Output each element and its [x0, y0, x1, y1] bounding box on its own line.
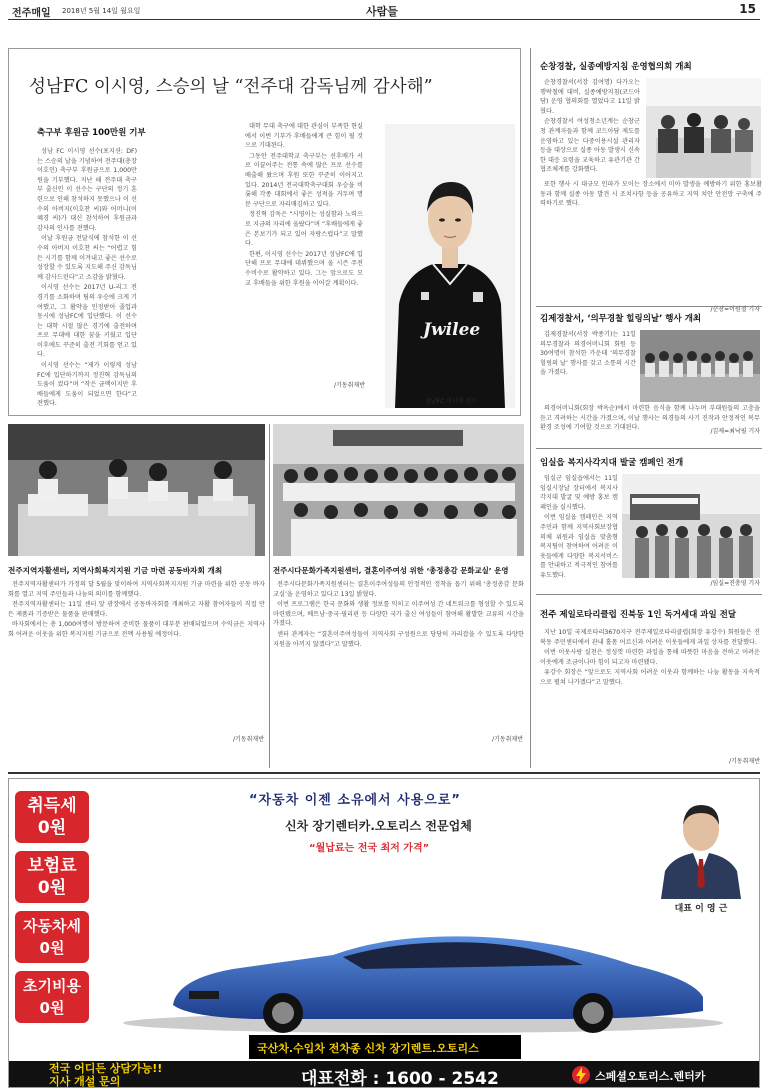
left-promo: 전국 어디든 상담가능!! 지사 개설 문의 [49, 1062, 163, 1088]
paper-name: 전주매일 [12, 8, 51, 19]
side2-body [540, 330, 636, 402]
ad-band [249, 1035, 521, 1059]
side2-body-wide [540, 404, 760, 442]
ceo-illustration [653, 789, 749, 899]
side1-credit: /순창=이원철 기자 [710, 306, 760, 313]
side-story-4 [536, 596, 762, 766]
paragraph: 순창경찰서(서장 김여명) 다가오는 행락철에 대비, 실종예방지침(코드아담) 운영 협의회를 열었다고 11일 밝혔다. [540, 79, 640, 115]
player-photo [385, 124, 515, 408]
ceo-portrait [653, 789, 749, 913]
bazaar-illustration [8, 424, 265, 556]
ad-bottom-bar [9, 1061, 760, 1088]
car-lease-ad [8, 778, 760, 1088]
story-right-credit: /기동취재반 [491, 736, 523, 743]
side3-photo [622, 474, 760, 578]
section-title: 사람들 [366, 5, 398, 18]
main-story [8, 48, 521, 416]
paragraph: 이번 프로그램은 한국 문화와 생활 정보를 익히고 이주여성 간 네트워크를 형성할 수 있도록 마련됐으며, 베트남·중국·필리핀 등 다양한 국가 출신 여성들이 참여해 활발한 교류의 시간을 가졌다. [273, 601, 524, 628]
culture-class-illustration [273, 424, 524, 556]
photo-caption: 성남FC 이시영 선수 [425, 398, 478, 405]
side-story-2 [536, 308, 762, 438]
paragraph: 임실군 임실읍에서는 11일 임실시장날 장터에서 복지사각지대 발굴 및 예방 홍보 캠페인을 실시했다. [540, 475, 618, 511]
paragraph: 김제경찰서(서장 박종기)는 11일 의무경찰과 의경어머니회 회원 등 30여명이 참석한 가운데 ‘의무경찰 힐링의 날’ 행사를 갖고 소통의 시간을 가졌다. [540, 331, 636, 377]
paragraph: 전주시다문화가족지원센터는 결혼이주여성들의 안정적인 정착을 돕기 위해 ‘총정총감 문화교실’을 운영하고 있다고 13일 밝혔다. [273, 581, 524, 598]
paragraph: 이번 임실읍 캠페인은 지역 주민과 함께 지역사회보장협의체 위원과 임실읍 맞춤형 복지팀이 참여하여 어려운 이웃들에게 다양한 복지서비스를 안내하고 적극적인 참여를 유도했다. [540, 514, 618, 578]
main-credit: /기동취재반 [333, 382, 365, 389]
paragraph: 유강수 회장은 “앞으로도 지역사회 어려운 이웃과 함께하는 나눔 활동을 지속적으로 펼쳐 나가겠다”고 말했다. [540, 669, 760, 686]
paragraph: 지난 10일 국제로타리3670지구 전주제일로타리클럽(회장 유강수) 회원들은 진북동 주민센터에서 관내 홀몸 어르신과 어려운 이웃들에게 과일 상자를 전달했다. [540, 629, 760, 646]
badge-3: 자동차세 0원 [15, 911, 89, 963]
story-left [8, 424, 265, 770]
paragraph: 이시영 선수는 “제가 이렇게 성남 FC에 입단하기까지 정진혁 감독님의 도움이 컸다”며 “작은 금액이지만 후배들에게 도움이 되었으면 한다”고 전했다. [37, 362, 137, 408]
badge-2: 보험료 0원 [15, 851, 89, 903]
paragraph: 바자회에서는 총 1,000여명이 방문하여 준비한 물품이 대부분 판매되었으며 수익금은 지역사회 어려운 이웃을 위한 복지지원 기금으로 전액 사용될 예정이다. [8, 621, 265, 638]
side2-headline: 김제경찰서, ‘의무경찰 힐링의날’ 행사 개최 [540, 314, 702, 324]
ceo-label: 대표 이 영 근 [674, 904, 728, 914]
side2-photo [640, 330, 760, 402]
paragraph: 순창경찰서 여성청소년계는 순창군청 관계자들과 함께 코드아담 제도를 운영하고 있는 다중이용시설 관리자 등을 대상으로 실종 아동 발생시 신속한 대응 요령을 교육하고 유관기관 간 협조체계를 강화했다. [540, 118, 640, 174]
story-right [273, 424, 524, 770]
story-right-body [273, 580, 524, 740]
story-left-credit: /기동취재반 [232, 736, 264, 743]
main-headline: 성남FC 이시영, 스승의 날 “전주대 감독님께 감사해” [29, 77, 433, 97]
paragraph: 이번 이웃사랑 실천은 정성껏 마련한 과일을 통해 따뜻한 마음을 전하고 어려운 이웃에게 조금이나마 힘이 되고자 마련됐다. [540, 649, 760, 666]
paragraph: 성남 FC 이시영 선수(포지션: DF)는 스승의 날을 기념하여 전주대(총장 이호인) 축구부 후원금으로 1,000만 원을 기부했다. 지난 해 전주대 축구부 출신인 이 선수는 구단의 정기 훈련으로 인해 참석하지 못했으나 이 선수의 아버지(이호찬 씨)와 어머니(이혜경 씨)가 대신 참석하여 후원금과 감사의 인사를 전했다. [37, 148, 137, 232]
story-left-body [8, 580, 265, 740]
side3-body [540, 474, 618, 578]
paragraph: 이시영 선수는 2017년 U-리그 전 경기를 소화하며 팀의 우승에 크게 기여했고, 그 활약을 인정받아 졸업과 동시에 성남FC에 입단했다. 이 선수는 대학 시절 많은 경기에 출전하며 프로 무대에 대한 꿈을 키웠고 입단 이후에도 꾸준히 출전 기회를 얻고 있다. [37, 284, 137, 359]
side4-headline: 전주 제일로타리클럽 진북동 1인 독거세대 과일 전달 [540, 610, 737, 620]
story-left-photo [8, 424, 265, 556]
ad-quote: “월납료는 전국 최저 가격” [309, 843, 430, 854]
player-illustration [385, 124, 515, 408]
main-subhead: 축구부 후원금 100만원 기부 [37, 128, 146, 138]
ad-mid-line: 신차 장기렌터카.오토리스 전문업체 [285, 819, 472, 833]
page-number: 15 [739, 2, 756, 16]
side3-headline: 임실읍 복지사각지대 발굴 캠페인 전개 [540, 458, 684, 468]
paragraph: 그동안 전주대학교 축구부는 선후배가 서로 이끌어주는 전통 속에 많은 프로 선수를 배출해 왔으며 후원 또한 꾸준히 이어지고 있다. 2014년 전국대학축구대회 우승을 비롯해 각종 대회에서 좋은 성적을 거두며 명문 구단으로 자리매김하고 있다. [245, 152, 363, 208]
paragraph: 전주지역자활센터는 11일 센터 앞 광장에서 공동바자회를 개최하고 자활 참여자들이 직접 만든 제품과 기증받은 물품을 판매했다. [8, 601, 265, 618]
paragraph: 대학 무대 축구에 대한 관심이 부족한 현실에서 이번 기부가 후배들에게 큰 힘이 될 것으로 기대된다. [245, 123, 363, 150]
jersey-sponsor: Jwilee [423, 320, 481, 340]
bolt-icon-svg [571, 1065, 591, 1085]
side1-photo [646, 78, 761, 178]
paragraph: 또한 행사 시 대규모 인파가 모이는 장소에서 미아 발생을 예방하기 위한 홍보활동과 함께 실종 아동 발견 시 조치사항 등을 공유하고 지역 치안 안전망 구축에 주력하기로 했다. [540, 181, 762, 208]
group-illustration [640, 330, 760, 402]
side-story-1 [536, 56, 762, 316]
side1-body [540, 78, 640, 178]
story-left-headline: 전주지역자활센터, 지역사회복지지원 기금 마련 공동바자회 개최 [8, 566, 223, 575]
campaign-illustration [622, 474, 760, 578]
paragraph: 정진혁 감독은 “시영이는 성실함과 노력으로 지금의 자리에 올랐다”며 “후배들에게 좋은 본보기가 되고 있어 자랑스럽다”고 말했다. [245, 211, 363, 248]
issue-date: 2018년 5월 14일 월요일 [62, 7, 141, 15]
side-story-3 [536, 450, 762, 590]
story-right-headline: 전주시다문화가족지원센터, 결혼이주여성 위한 ‘총정총감 문화교실’ 운영 [273, 566, 509, 575]
main-col-2 [245, 122, 363, 392]
side2-credit: /김제=최낙필 기자 [710, 428, 760, 435]
paragraph: 이날 후원금 전달식에 참석한 이 선수의 아버지 이호찬 씨는 “어렵고 힘든 시기를 함께 이겨내고 좋은 선수로 성장할 수 있도록 지도해 주신 감독님께 감사드린다”고 소감을 밝혔다. [37, 235, 137, 281]
ad-band-text: 국산차.수입차 전차종 신차 장기렌트.오토리스 [257, 1042, 479, 1055]
paragraph: 한편, 이시영 선수는 2017년 성남FC에 입단해 프로 무대에 데뷔했으며 올 시즌 주전 수비수로 활약하고 있다. 그는 앞으로도 모교 후배들을 위한 후원을 이어갈 계획이다. [245, 250, 363, 287]
ad-top-line: “자동차 이젠 소유에서 사용으로” [249, 793, 461, 808]
paragraph: 의경어머니회(회장 박옥순)에서 마련한 음식을 함께 나누며 부대원들의 고충을 듣고 격려하는 시간을 가졌으며, 이날 행사는 의경들의 사기 진작과 안정적인 복무 환경 조성에 기여할 것으로 기대된다. [540, 405, 760, 432]
main-col-1 [37, 147, 137, 409]
bolt-icon [571, 1065, 591, 1085]
company-name: 스페셜오토리스.렌터카 [595, 1070, 706, 1083]
badge-4: 초기비용 0원 [15, 971, 89, 1023]
badge-1: 취득세 0원 [15, 791, 89, 843]
car-image [93, 925, 753, 1033]
phone-number: 대표전화 : 1600 - 2542 [301, 1069, 499, 1088]
side4-body [540, 628, 760, 756]
story-right-photo [273, 424, 524, 556]
side3-credit: /임실=진충영 기자 [710, 580, 760, 587]
side4-credit: /기동취재반 [728, 758, 760, 765]
paragraph: 전주지역자활센터가 가정의 달 5월을 맞이하여 지역사회복지지원 기금 마련을 위한 공동 바자회를 열고 지역 주민들과 나눔의 의미를 함께했다. [8, 581, 265, 598]
sports-car-illustration [93, 925, 753, 1033]
masthead [8, 0, 760, 20]
meeting-illustration [646, 78, 761, 178]
paragraph: 센터 관계자는 “결혼이주여성들이 지역사회 구성원으로 당당히 자리잡을 수 있도록 다양한 지원을 아끼지 않겠다”고 말했다. [273, 630, 524, 648]
side1-body-wide [540, 180, 762, 308]
side1-headline: 순창경찰, 실종예방지침 운영협의회 개최 [540, 62, 692, 72]
